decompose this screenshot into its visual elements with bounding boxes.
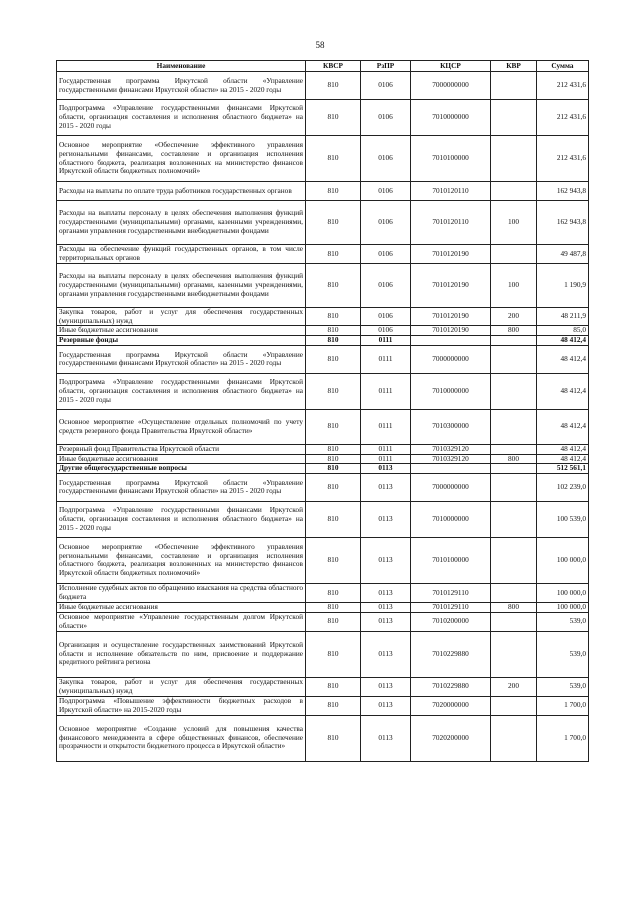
cell-kcsr: 7010000000 bbox=[411, 501, 491, 537]
cell-kvsr: 810 bbox=[306, 336, 361, 346]
cell-name: Расходы на выплаты по оплате труда работников государственных органов bbox=[57, 182, 306, 201]
cell-sum: 48 412,4 bbox=[537, 444, 589, 454]
cell-kcsr: 7000000000 bbox=[411, 72, 491, 100]
cell-sum: 100 000,0 bbox=[537, 537, 589, 583]
cell-name: Основное мероприятие «Обеспечение эффективного управления региональными финансами, составление и организация исполнения областного бюджета, реализация возложенных на министерство финансов Иркутской области бюджетных полномочий» bbox=[57, 537, 306, 583]
cell-kcsr: 7010120110 bbox=[411, 182, 491, 201]
header-rzpr: РзПР bbox=[361, 61, 411, 72]
table-row bbox=[57, 444, 589, 454]
cell-kvsr: 810 bbox=[306, 631, 361, 677]
cell-kvr bbox=[491, 612, 537, 631]
table-row bbox=[57, 454, 589, 464]
cell-rzpr: 0106 bbox=[361, 308, 411, 326]
cell-kvsr: 810 bbox=[306, 373, 361, 409]
table-row bbox=[57, 72, 589, 100]
cell-name: Основное мероприятие «Обеспечение эффективного управления региональными финансами, составление и организация исполнения областного бюджета, реализация возложенных на министерство финансов Иркутской области бюджетных полномочий» bbox=[57, 136, 306, 182]
cell-name: Резервный фонд Правительства Иркутской области bbox=[57, 444, 306, 454]
cell-kcsr: 7020000000 bbox=[411, 696, 491, 715]
header-kvsr: КВСР bbox=[306, 61, 361, 72]
cell-kcsr: 7010229880 bbox=[411, 677, 491, 696]
cell-rzpr: 0106 bbox=[361, 245, 411, 264]
cell-rzpr: 0113 bbox=[361, 602, 411, 612]
cell-rzpr: 0113 bbox=[361, 715, 411, 761]
table-row bbox=[57, 245, 589, 264]
cell-sum: 212 431,6 bbox=[537, 72, 589, 100]
cell-kvr bbox=[491, 245, 537, 264]
cell-name: Резервные фонды bbox=[57, 336, 306, 346]
cell-kvr bbox=[491, 715, 537, 761]
table-row bbox=[57, 345, 589, 373]
header-name: Наименование bbox=[57, 61, 306, 72]
cell-name: Подпрограмма «Управление государственными финансами Иркутской области, организация составления и исполнения областного бюджета» на 2015 - 2020 годы bbox=[57, 100, 306, 136]
cell-kvr bbox=[491, 464, 537, 474]
cell-rzpr: 0113 bbox=[361, 464, 411, 474]
cell-kcsr: 7010229880 bbox=[411, 631, 491, 677]
cell-name: Расходы на обеспечение функций государственных органов, в том числе территориальных органов bbox=[57, 245, 306, 264]
cell-rzpr: 0106 bbox=[361, 264, 411, 308]
cell-kcsr: 7010000000 bbox=[411, 373, 491, 409]
cell-kcsr: 7010120190 bbox=[411, 245, 491, 264]
cell-kcsr: 7010000000 bbox=[411, 100, 491, 136]
cell-name: Государственная программа Иркутской области «Управление государственными финансами Иркутской области» на 2015 - 2020 годы bbox=[57, 345, 306, 373]
cell-kvr bbox=[491, 336, 537, 346]
cell-sum: 162 943,8 bbox=[537, 201, 589, 245]
cell-name: Основное мероприятие «Управление государственным долгом Иркутской области» bbox=[57, 612, 306, 631]
cell-rzpr: 0113 bbox=[361, 677, 411, 696]
cell-rzpr: 0111 bbox=[361, 444, 411, 454]
budget-table bbox=[56, 60, 589, 762]
cell-rzpr: 0111 bbox=[361, 454, 411, 464]
table-row bbox=[57, 409, 589, 444]
cell-sum: 212 431,6 bbox=[537, 100, 589, 136]
cell-sum: 48 412,4 bbox=[537, 336, 589, 346]
cell-kvsr: 810 bbox=[306, 454, 361, 464]
table-row bbox=[57, 583, 589, 602]
table-row bbox=[57, 696, 589, 715]
cell-kvr bbox=[491, 409, 537, 444]
cell-kvsr: 810 bbox=[306, 100, 361, 136]
cell-kvsr: 810 bbox=[306, 264, 361, 308]
cell-name: Государственная программа Иркутской области «Управление государственными финансами Иркутской области» на 2015 - 2020 годы bbox=[57, 72, 306, 100]
table-row bbox=[57, 631, 589, 677]
cell-kvr bbox=[491, 501, 537, 537]
cell-kvsr: 810 bbox=[306, 444, 361, 454]
cell-kvr: 200 bbox=[491, 677, 537, 696]
table-row bbox=[57, 136, 589, 182]
cell-kvsr: 810 bbox=[306, 583, 361, 602]
table-row bbox=[57, 677, 589, 696]
cell-sum: 212 431,6 bbox=[537, 136, 589, 182]
cell-rzpr: 0113 bbox=[361, 631, 411, 677]
cell-rzpr: 0106 bbox=[361, 136, 411, 182]
cell-kvr: 800 bbox=[491, 454, 537, 464]
table-row bbox=[57, 501, 589, 537]
cell-rzpr: 0113 bbox=[361, 537, 411, 583]
cell-kvr: 100 bbox=[491, 264, 537, 308]
cell-sum: 1 190,9 bbox=[537, 264, 589, 308]
cell-name: Организация и осуществление государственных заимствований Иркутской области и исполнение обязательств по ним, присвоение и поддержание кредитного рейтинга региона bbox=[57, 631, 306, 677]
table-row bbox=[57, 336, 589, 346]
cell-kcsr: 7010329120 bbox=[411, 454, 491, 464]
cell-kvsr: 810 bbox=[306, 501, 361, 537]
cell-rzpr: 0113 bbox=[361, 501, 411, 537]
cell-kvr: 800 bbox=[491, 326, 537, 336]
cell-name: Основное мероприятие «Осуществление отдельных полномочий по учету средств резервного фонда Правительства Иркутской области» bbox=[57, 409, 306, 444]
cell-sum: 539,0 bbox=[537, 612, 589, 631]
cell-sum: 102 239,0 bbox=[537, 473, 589, 501]
cell-sum: 100 000,0 bbox=[537, 583, 589, 602]
cell-sum: 1 700,0 bbox=[537, 715, 589, 761]
cell-kvsr: 810 bbox=[306, 136, 361, 182]
header-kvr: КВР bbox=[491, 61, 537, 72]
cell-rzpr: 0113 bbox=[361, 696, 411, 715]
cell-name: Подпрограмма «Управление государственными финансами Иркутской области, организация составления и исполнения областного бюджета» на 2015 - 2020 годы bbox=[57, 373, 306, 409]
cell-kvr bbox=[491, 696, 537, 715]
table-row bbox=[57, 373, 589, 409]
cell-kvsr: 810 bbox=[306, 612, 361, 631]
cell-kvr bbox=[491, 100, 537, 136]
cell-name: Закупка товаров, работ и услуг для обеспечения государственных (муниципальных) нужд bbox=[57, 677, 306, 696]
cell-kcsr: 7010300000 bbox=[411, 409, 491, 444]
cell-kcsr: 7010200000 bbox=[411, 612, 491, 631]
cell-name: Иные бюджетные ассигнования bbox=[57, 454, 306, 464]
cell-kvr bbox=[491, 537, 537, 583]
table-row bbox=[57, 308, 589, 326]
cell-sum: 1 700,0 bbox=[537, 696, 589, 715]
cell-name: Расходы на выплаты персоналу в целях обеспечения выполнения функций государственными (муниципальными) органами, казенными учреждениями, органами управления государственными внебюджетными фондами bbox=[57, 201, 306, 245]
cell-sum: 512 561,1 bbox=[537, 464, 589, 474]
table-row bbox=[57, 464, 589, 474]
cell-kcsr: 7010129110 bbox=[411, 602, 491, 612]
cell-rzpr: 0111 bbox=[361, 409, 411, 444]
cell-name: Другие общегосударственные вопросы bbox=[57, 464, 306, 474]
table-row bbox=[57, 602, 589, 612]
cell-name: Закупка товаров, работ и услуг для обеспечения государственных (муниципальных) нужд bbox=[57, 308, 306, 326]
cell-name: Подпрограмма «Повышение эффективности бюджетных расходов в Иркутской области» на 2015-2020 годы bbox=[57, 696, 306, 715]
cell-name: Подпрограмма «Управление государственными финансами Иркутской области, организация составления и исполнения областного бюджета» на 2015 - 2020 годы bbox=[57, 501, 306, 537]
cell-kvr bbox=[491, 631, 537, 677]
cell-sum: 539,0 bbox=[537, 677, 589, 696]
cell-kcsr bbox=[411, 336, 491, 346]
cell-sum: 49 487,8 bbox=[537, 245, 589, 264]
cell-kvsr: 810 bbox=[306, 473, 361, 501]
table-row bbox=[57, 715, 589, 761]
page-number: 58 bbox=[315, 40, 325, 50]
cell-kvr bbox=[491, 136, 537, 182]
cell-rzpr: 0106 bbox=[361, 201, 411, 245]
table-row bbox=[57, 201, 589, 245]
cell-rzpr: 0106 bbox=[361, 72, 411, 100]
table-row bbox=[57, 182, 589, 201]
cell-sum: 162 943,8 bbox=[537, 182, 589, 201]
cell-name: Иные бюджетные ассигнования bbox=[57, 602, 306, 612]
table-row bbox=[57, 264, 589, 308]
cell-kvsr: 810 bbox=[306, 326, 361, 336]
cell-kcsr: 7000000000 bbox=[411, 473, 491, 501]
cell-kvsr: 810 bbox=[306, 72, 361, 100]
cell-sum: 48 412,4 bbox=[537, 373, 589, 409]
cell-sum: 539,0 bbox=[537, 631, 589, 677]
cell-sum: 100 539,0 bbox=[537, 501, 589, 537]
cell-name: Государственная программа Иркутской области «Управление государственными финансами Иркутской области» на 2015 - 2020 годы bbox=[57, 473, 306, 501]
cell-kcsr: 7020200000 bbox=[411, 715, 491, 761]
cell-kvsr: 810 bbox=[306, 409, 361, 444]
cell-kcsr: 7010100000 bbox=[411, 537, 491, 583]
cell-sum: 48 412,4 bbox=[537, 454, 589, 464]
cell-rzpr: 0111 bbox=[361, 373, 411, 409]
cell-sum: 48 412,4 bbox=[537, 345, 589, 373]
cell-kvsr: 810 bbox=[306, 182, 361, 201]
table-header-row bbox=[57, 61, 589, 72]
cell-kcsr: 7000000000 bbox=[411, 345, 491, 373]
cell-sum: 48 211,9 bbox=[537, 308, 589, 326]
cell-kvsr: 810 bbox=[306, 308, 361, 326]
cell-kvr: 100 bbox=[491, 201, 537, 245]
table-row bbox=[57, 612, 589, 631]
cell-rzpr: 0111 bbox=[361, 345, 411, 373]
cell-kvsr: 810 bbox=[306, 677, 361, 696]
cell-kvr: 200 bbox=[491, 308, 537, 326]
header-sum: Сумма bbox=[537, 61, 589, 72]
cell-kvr bbox=[491, 444, 537, 454]
cell-rzpr: 0113 bbox=[361, 583, 411, 602]
cell-kvr bbox=[491, 373, 537, 409]
cell-rzpr: 0113 bbox=[361, 612, 411, 631]
cell-kcsr bbox=[411, 464, 491, 474]
cell-kvsr: 810 bbox=[306, 696, 361, 715]
table-row bbox=[57, 537, 589, 583]
table-row bbox=[57, 473, 589, 501]
cell-kvr bbox=[491, 345, 537, 373]
cell-name: Основное мероприятие «Создание условий для повышения качества финансового менеджмента в сфере общественных финансов, обеспечение прозрачности и открытости бюджетного процесса в Иркутской области» bbox=[57, 715, 306, 761]
cell-rzpr: 0106 bbox=[361, 100, 411, 136]
cell-kcsr: 7010120190 bbox=[411, 308, 491, 326]
cell-kvsr: 810 bbox=[306, 201, 361, 245]
cell-kvsr: 810 bbox=[306, 602, 361, 612]
table-row bbox=[57, 100, 589, 136]
cell-kcsr: 7010100000 bbox=[411, 136, 491, 182]
cell-rzpr: 0113 bbox=[361, 473, 411, 501]
cell-kcsr: 7010120190 bbox=[411, 264, 491, 308]
cell-kcsr: 7010129110 bbox=[411, 583, 491, 602]
table-row bbox=[57, 326, 589, 336]
cell-kvr: 800 bbox=[491, 602, 537, 612]
cell-kvsr: 810 bbox=[306, 245, 361, 264]
cell-name: Иные бюджетные ассигнования bbox=[57, 326, 306, 336]
cell-name: Исполнение судебных актов по обращению взыскания на средства областного бюджета bbox=[57, 583, 306, 602]
cell-rzpr: 0106 bbox=[361, 326, 411, 336]
cell-kvr bbox=[491, 72, 537, 100]
cell-kvr bbox=[491, 473, 537, 501]
cell-kcsr: 7010120190 bbox=[411, 326, 491, 336]
cell-kcsr: 7010120110 bbox=[411, 201, 491, 245]
cell-sum: 85,0 bbox=[537, 326, 589, 336]
cell-sum: 48 412,4 bbox=[537, 409, 589, 444]
cell-kvsr: 810 bbox=[306, 715, 361, 761]
cell-rzpr: 0106 bbox=[361, 182, 411, 201]
cell-kvsr: 810 bbox=[306, 537, 361, 583]
cell-kvsr: 810 bbox=[306, 464, 361, 474]
cell-kvr bbox=[491, 583, 537, 602]
cell-kvr bbox=[491, 182, 537, 201]
cell-name: Расходы на выплаты персоналу в целях обеспечения выполнения функций государственными (муниципальными) органами, казенными учреждениями, органами управления государственными внебюджетными фондами bbox=[57, 264, 306, 308]
cell-kvsr: 810 bbox=[306, 345, 361, 373]
header-kcsr: КЦСР bbox=[411, 61, 491, 72]
cell-kcsr: 7010329120 bbox=[411, 444, 491, 454]
cell-rzpr: 0111 bbox=[361, 336, 411, 346]
cell-sum: 100 000,0 bbox=[537, 602, 589, 612]
